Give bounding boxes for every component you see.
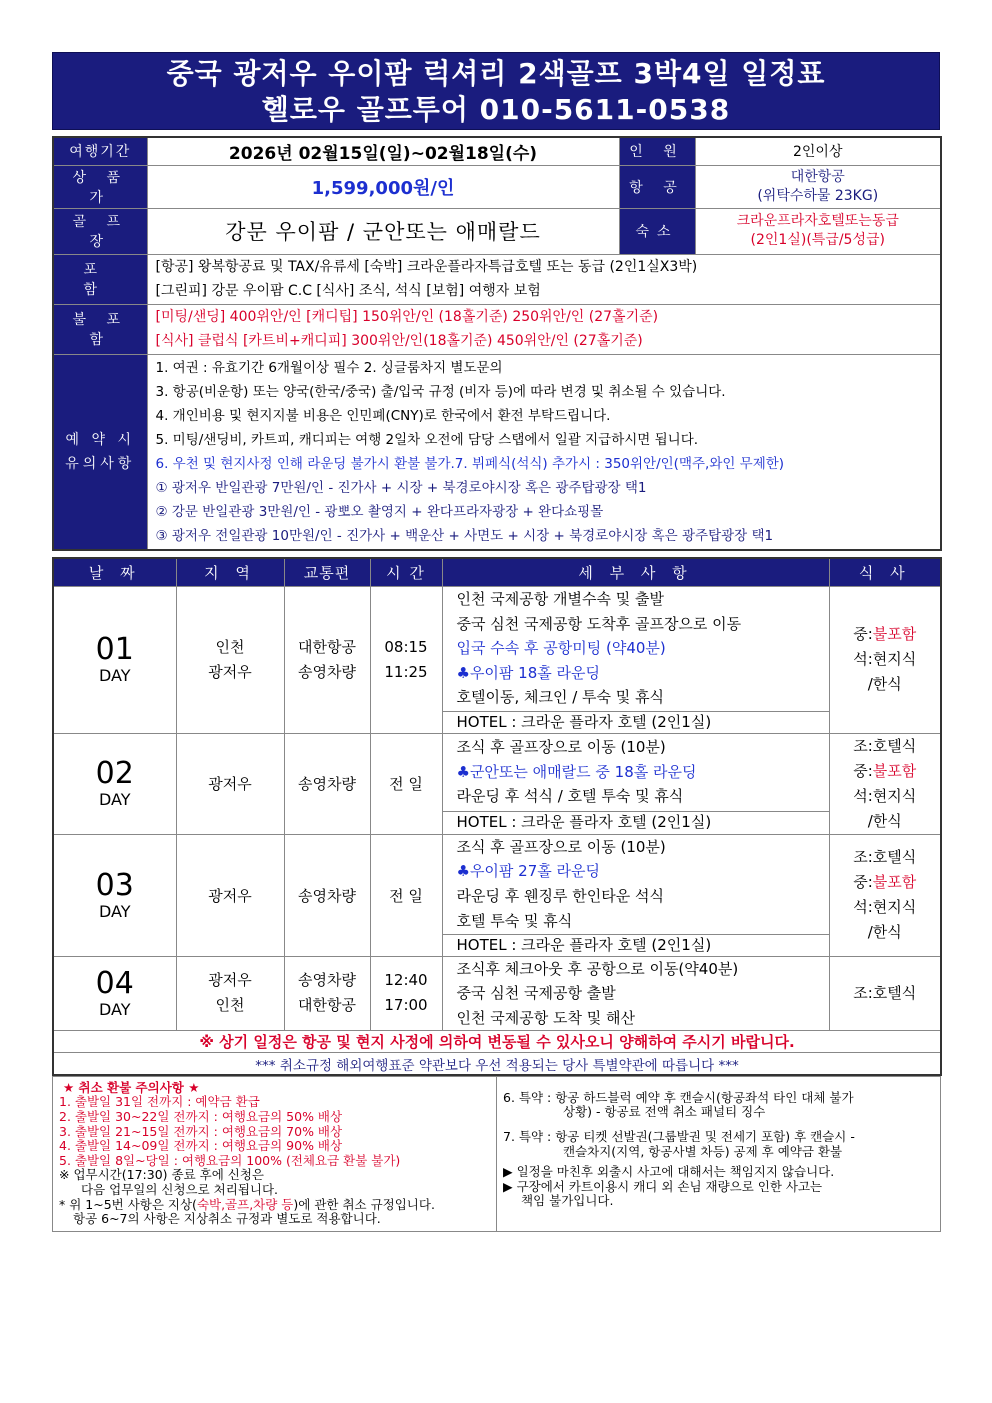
region: 광저우 — [208, 662, 252, 681]
region: 광저우 — [176, 733, 284, 834]
period-label: 여행기간 — [53, 137, 147, 165]
transport: 송영차량 — [298, 662, 356, 681]
col-header-date: 날 짜 — [53, 558, 176, 586]
title-banner — [52, 52, 940, 130]
meal-cell: 조:호텔식 — [829, 956, 941, 1031]
cancellation-table: ★ 취소 환불 주의사항 ★ 1. 출발일 31일 전까지 : 예약금 환급 2. 출발일 30~22일 전까지 : 여행요금의 50% 배상 3. 출발일 21~15일 전까지 : 여행요금의 70% 배상 4. 출발일 14~09일 전까지 : 여행요금의 90% 배상 5. 출발일 8일~당일 : 여행요금의 100% (전체요금 환불 불가) ※ 업무시간(17:30) 종료 후에 신청은 다음 업무일의 신청으로 처리됩니다. * 위 1~5번 사항은 지상(숙박,골프,차량 등)에 관한 취소 규정입니다. 항공 6~7의 사항은 지상취소 규정과 별도로 적용합니다. 6. 특약 : 항공 하드블럭 예약 후 캔슬시(항공좌석 타인 대체 불가 상황) - 항공료 전액 취소 패널티 징수 7. 특약 : 항공 티켓 선발권(그룹발권 및 전세기 포함) 후 캔슬시 - 캔슬차지(지역, 항공사별 차등) 공제 후 예약금 환불 ▶ 일정을 마친후 외출시 사고에 대해서는 책임지지 않습니다. ▶ 구장에서 카트이용시 캐디 외 손님 재량으로 인한 사고는 책임 불가입니다. — [52, 1076, 941, 1232]
liability-note: ▶ 일정을 마친후 외출시 사고에 대해서는 책임지지 않습니다. — [503, 1164, 835, 1180]
special-term-6: 6. 특약 : 항공 하드블럭 예약 후 캔슬시(항공좌석 타인 대체 불가 — [503, 1089, 854, 1105]
schedule-notice: ※ 상기 일정은 항공 및 현지 사정에 의하여 변동될 수 있사오니 양해하여 주시기 바랍니다. — [53, 1031, 941, 1053]
price-label: 상 품 가 — [53, 165, 147, 208]
note-line: 3. 항공(비운항) 또는 양국(한국/중국) 출/입국 규정 (비자 등)에 따라 변경 및 취소될 수 있습니다. — [155, 383, 726, 400]
hotel-grade: (2인1실)(특급/5성급) — [750, 232, 885, 248]
transport: 대한항공 — [298, 637, 356, 656]
day-cell: 03 DAY — [53, 834, 176, 956]
col-header-details: 세 부 사 항 — [442, 558, 829, 586]
special-term-7: 7. 특약 : 항공 티켓 선발권(그룹발권 및 전세기 포함) 후 캔슬시 - — [503, 1128, 855, 1144]
hotel-name: 크라운프라자호텔또는동급 — [736, 213, 899, 229]
detail-line: 인천 국제공항 도착 및 해산 — [456, 1008, 635, 1027]
cancel-rule: 1. 출발일 31일 전까지 : 예약금 환급 — [59, 1094, 260, 1110]
region: 광저우 — [176, 834, 284, 956]
detail-line: 조식 후 골프장으로 이동 (10분) — [456, 837, 666, 856]
golf-label: 골 프 장 — [53, 208, 147, 254]
hotel-label: 숙소 — [619, 208, 695, 254]
include-label: 포 함 — [53, 254, 147, 304]
detail-line: 조식 후 골프장으로 이동 (10분) — [456, 738, 666, 757]
detail-line: ♣군안또는 애매랄드 중 18홀 라운딩 — [456, 762, 697, 781]
meal-cell: 조:호텔식 중:불포함 석:현지식 /한식 — [829, 834, 941, 956]
detail-line: 입국 수속 후 공항미팅 (약40분) — [456, 639, 666, 658]
time: 08:15 — [384, 637, 428, 656]
exclude-line-1: [미팅/샌딩] 400위안/인 [캐디팁] 150위안/인 (18홀기준) 250위안/인 (27홀기준) — [155, 309, 659, 325]
cancel-rule: 4. 출발일 14~09일 전까지 : 여행요금의 90% 배상 — [59, 1138, 343, 1154]
detail-line: 호텔이동, 체크인 / 투숙 및 휴식 — [456, 688, 665, 707]
transport: 송영차량 — [298, 971, 356, 990]
scope-note-2: 항공 6~7의 사항은 지상취소 규정과 별도로 적용합니다. — [73, 1211, 381, 1227]
col-header-time: 시 간 — [370, 558, 442, 586]
region: 인천 — [215, 637, 245, 656]
notes-label-1: 예 약 시 — [65, 431, 135, 448]
detail-line: 라운딩 후 석식 / 호텔 투숙 및 휴식 — [456, 787, 684, 806]
exclude-label: 불 포 함 — [53, 304, 147, 354]
transport: 송영차량 — [284, 733, 370, 834]
trip-info-table — [52, 136, 942, 551]
cancel-policy-notice: *** 취소규정 해외여행표준 약관보다 우선 적용되는 당사 특별약관에 따릅니다 *** — [53, 1053, 941, 1075]
detail-line: ♣우이팜 27홀 라운딩 — [456, 862, 601, 881]
hotel-line: HOTEL : 크라운 플라자 호텔 (2인1실) — [442, 711, 829, 733]
schedule-table — [52, 557, 942, 1076]
cancel-rule: 2. 출발일 30~22일 전까지 : 여행요금의 50% 배상 — [59, 1108, 343, 1124]
tour-option-1: ① 광저우 반일관광 7만원/인 - 진가사 + 시장 + 북경로야시장 혹은 광주탑광장 택1 — [155, 479, 647, 496]
transport: 송영차량 — [284, 834, 370, 956]
tour-option-3: ③ 광저우 전일관광 10만원/인 - 진가사 + 백운산 + 사면도 + 시장 + 북경로야시장 혹은 광주탑광장 택1 — [155, 527, 774, 544]
transport: 대한항공 — [298, 996, 356, 1015]
col-header-region: 지 역 — [176, 558, 284, 586]
include-line-2: [그린피] 강문 우이팜 C.C [식사] 조식, 석식 [보험] 여행자 보험 — [155, 283, 541, 299]
exclude-line-2: [식사] 클럽식 [카트비+캐디피] 300위안/인(18홀기준) 450위안/인 (27홀기준) — [155, 333, 643, 349]
detail-line: 중국 심천 국제공항 출발 — [456, 984, 616, 1003]
meal-cell: 조:호텔식 중:불포함 석:현지식 /한식 — [829, 733, 941, 834]
itinerary-page — [52, 52, 940, 1232]
detail-line: 호텔 투숙 및 휴식 — [456, 911, 573, 930]
baggage-allowance: (위탁수하물 23KG) — [757, 187, 879, 204]
cancel-rule: 3. 출발일 21~15일 전까지 : 여행요금의 70% 배상 — [59, 1123, 343, 1139]
hotel-line: HOTEL : 크라운 플라자 호텔 (2인1실) — [442, 934, 829, 956]
tour-option-2: ② 강문 반일관광 3만원/인 - 광뽀오 촬영지 + 완다프라자광장 + 완다쇼핑몰 — [155, 503, 604, 520]
time: 11:25 — [384, 662, 428, 681]
include-line-1: [항공] 왕복항공료 및 TAX/유류세 [숙박] 크라운플라자특급호텔 또는 동급 (2인1실X3박) — [155, 259, 698, 275]
region: 인천 — [215, 996, 245, 1015]
time: 17:00 — [384, 996, 428, 1015]
detail-line: 중국 심천 국제공항 도착후 골프장으로 이동 — [456, 614, 742, 633]
cancel-rule: 5. 출발일 8일~당일 : 여행요금의 100% (전체요금 환불 불가) — [59, 1152, 401, 1168]
time: 전 일 — [370, 834, 442, 956]
agency-contact: 헬로우 골프투어 010-5611-0538 — [261, 93, 731, 126]
hotel-line: HOTEL : 크라운 플라자 호텔 (2인1실) — [442, 811, 829, 834]
notes-label-2: 유의사항 — [65, 455, 136, 472]
page-title: 중국 광저우 우이팜 럭셔리 2색골프 3박4일 일정표 — [166, 57, 826, 90]
period-value: 2026년 02월15일(일)~02월18일(수) — [147, 137, 619, 165]
note-line: 1. 여권 : 유효기간 6개월이상 필수 2. 싱글룸차지 별도문의 — [155, 359, 503, 376]
meal-cell: 중:불포함 석:현지식 /한식 — [829, 586, 941, 733]
airline-name: 대한항공 — [790, 168, 845, 185]
day-cell: 01 DAY — [53, 586, 176, 733]
col-header-transport: 교통편 — [284, 558, 370, 586]
people-label: 인 원 — [619, 137, 695, 165]
col-header-meals: 식 사 — [829, 558, 941, 586]
region: 광저우 — [208, 971, 252, 990]
office-hours-note-2: 다음 업무일의 신청으로 처리됩니다. — [81, 1181, 279, 1197]
golf-value: 강문 우이팜 / 군안또는 애매랄드 — [147, 208, 619, 254]
office-hours-note: ※ 업무시간(17:30) 종료 후에 신청은 — [59, 1167, 264, 1183]
price-value: 1,599,000원/인 — [147, 165, 619, 208]
time: 전 일 — [370, 733, 442, 834]
day-cell: 04 DAY — [53, 956, 176, 1031]
note-line: 4. 개인비용 및 현지지불 비용은 인민폐(CNY)로 한국에서 환전 부탁드립니다. — [155, 407, 611, 424]
scope-note: * 위 1~5번 사항은 지상(숙박,골프,차량 등)에 관한 취소 규정입니다. — [59, 1196, 435, 1212]
detail-line: 인천 국제공항 개별수속 및 출발 — [456, 590, 664, 609]
detail-line: 조식후 체크아웃 후 공항으로 이동(약40분) — [456, 959, 739, 978]
cancel-title: ★ 취소 환불 주의사항 ★ — [63, 1079, 200, 1095]
detail-line: ♣우이팜 18홀 라운딩 — [456, 663, 601, 682]
time: 12:40 — [384, 971, 428, 990]
note-line: 5. 미팅/샌딩비, 카트피, 캐디피는 여행 2일차 오전에 담당 스탭에서 일괄 지급하시면 됩니다. — [155, 431, 699, 448]
detail-line: 라운딩 후 웬징루 한인타운 석식 — [456, 887, 664, 905]
liability-note-2: ▶ 구장에서 카트이용시 캐디 외 손님 재량으로 인한 사고는 — [503, 1178, 823, 1194]
airline-label: 항 공 — [619, 165, 695, 208]
people-value: 2인이상 — [695, 137, 941, 165]
day-cell: 02 DAY — [53, 733, 176, 834]
note-line: 6. 우천 및 현지사정 인해 라운딩 불가시 환불 불가.7. 뷔페식(석식) 추가시 : 350위안/인(맥주,와인 무제한) — [155, 455, 785, 472]
